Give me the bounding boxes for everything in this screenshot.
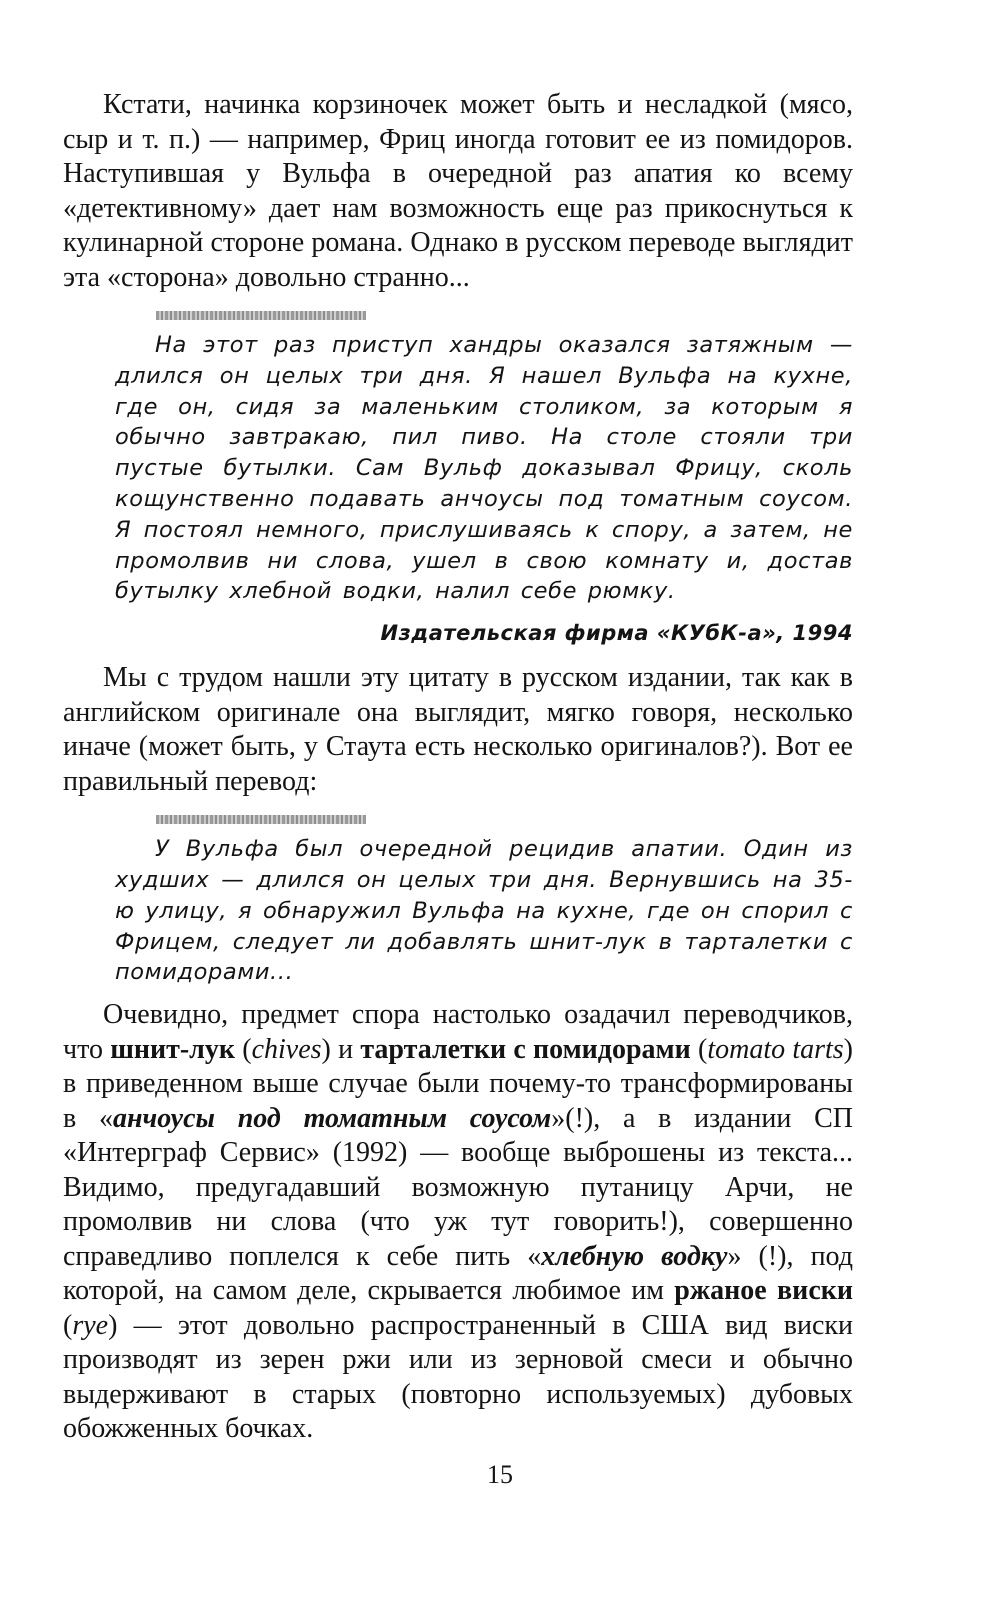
quote-correct-translation: У Вульфа был очередной рецидив апатии. Один из худших — длился он целых три дня. Вернувшись на 35-ю улицу, я обнаружил Вульфа на кухне, где он спорил с Фрицем, следует ли добавлять шнит-лук в тарталетки с помидорами... xyxy=(115,836,853,986)
page-content xyxy=(63,88,853,1447)
term-rye-whisky-ru: ржаное виски xyxy=(674,1275,854,1307)
quote-marker xyxy=(156,815,366,824)
term-chives-en: chives xyxy=(251,1033,322,1065)
text-run: ( xyxy=(235,1033,252,1065)
page-number: 15 xyxy=(487,1460,513,1489)
term-tomato-tarts-ru: тарталетки с помидорами xyxy=(360,1033,691,1065)
term-rye-en: rye xyxy=(72,1309,109,1341)
term-grain-vodka: хлебную водку xyxy=(541,1240,728,1272)
term-tomato-tarts-en: tomato tarts xyxy=(707,1033,844,1065)
paragraph-comparison: Мы с трудом нашли эту цитату в русском издании, так как в английском оригинале она выглядит, мягко говоря, несколько иначе (может быть, у Стаута есть несколько оригиналов?). Вот ее правильный перевод: xyxy=(63,662,853,797)
text-run: ) и xyxy=(321,1033,361,1065)
text-run: »(!), а в издании СП «Интерграф Сервис» (1992) — вообще выброшены из текста... Видимо, предугадавший возможную путаницу Арчи, не промолвив ни слова (что уж тут говорить!), совершенно справедливо поплелся к себе пить « xyxy=(63,1102,853,1272)
paragraph-intro: Кстати, начинка корзиночек может быть и несладкой (мясо, сыр и т. п.) — например, Фриц иногда готовит ее из помидоров. Наступившая у Вульфа в очередной раз апатия ко всему «детективному» дает нам возможность еще раз прикоснуться к кулинарной стороне романа. Однако в русском переводе выглядит эта «сторона» довольно странно... xyxy=(63,89,853,293)
quote-source: Издательская фирма «КУбК-а», 1994 xyxy=(380,621,853,646)
text-run: ( xyxy=(690,1033,708,1065)
term-anchovies: анчоусы под томатным соусом xyxy=(112,1102,552,1134)
quote-marker xyxy=(156,311,366,320)
text-run: ( xyxy=(63,1309,73,1341)
term-chives-ru: шнит-лук xyxy=(110,1033,236,1065)
text-run: ) — этот довольно распространенный в США вид виски производят из зерен ржи или из зерновой смеси и обычно выдерживают в старых (повторно используемых) дубовых обожженных бочках. xyxy=(63,1309,853,1445)
text-run: Очевидно, предмет спора настолько озадачил переводчиков, что xyxy=(63,999,853,1065)
text-run: » (!), под которой, на самом деле, скрывается любимое им xyxy=(63,1240,853,1307)
paragraph-analysis xyxy=(63,998,853,1447)
text-run: ) в приведенном выше случае были почему-то трансформированы в « xyxy=(63,1033,853,1134)
quote-russian-edition: На этот раз приступ хандры оказался затяжным — длился он целых три дня. Я нашел Вульфа на кухне, где он, сидя за маленьким столиком, за которым я обычно завтракаю, пил пиво. На столе стояли три пустые бутылки. Сам Вульф доказывал Фрицу, сколь кощунственно подавать анчоусы под томатным соусом. Я постоял немного, прислушиваясь к спору, а затем, не промолвив ни слова, ушел в свою комнату и, достав бутылку хлебной водки, налил себе рюмку. xyxy=(115,332,853,605)
